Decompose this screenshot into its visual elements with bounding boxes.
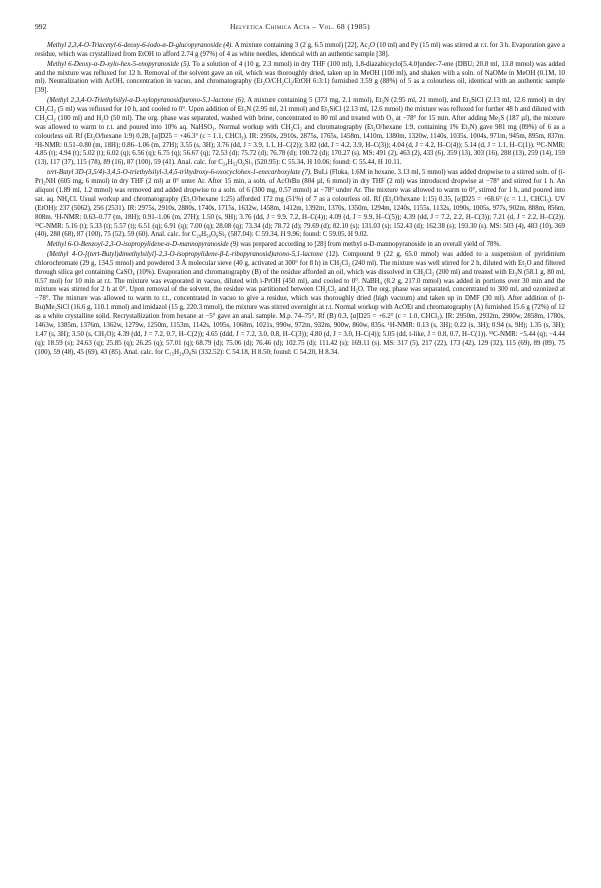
paragraph-compound-12 [35,251,565,358]
paragraph-compound-9 [35,241,565,250]
paragraph-compound-4 [35,42,565,60]
compound-7-title: tert-Butyl 3D-(3,5/4)-3,4,5-O-triethylsilyl-3,4,5-trihydroxy-6-oxocyclohex-1-enecarboxylate (7). [47,169,312,177]
paragraph-compound-5 [35,61,565,97]
paragraph-compound-7 [35,169,565,240]
compound-4-text: A mixture containing 3 (2 g, 6.5 mmol) [22], Ac₂O (10 ml) and Py (15 ml) was stirred at r.t. for 3 h. Evaporation gave a residue, which was crystallized from EtOH to afford 2.74 g (97%) of 4 as white needles, identical with an authentic sample [38]. [35,42,565,58]
running-header [35,22,565,36]
compound-6-title: (Methyl 2,3,4-O-Triethylsilyl-α-D-xylopyranosid)urono-5,1-lactone (6). [47,97,246,105]
journal-title: Helvetica Chimica Acta – Vol. 68 (1985) [229,22,371,31]
compound-5-text: To a solution of 4 (10 g, 2.3 mmol) in dry THF (100 ml), 1,8-diazabicyclo[5.4.0]undec-7-ene (DBU; 20.8 ml, 13.8 mmol) was added and the mixture was refluxed for 12 h. Removal of the solvent gave an oil, which was thoroughly dried, taken up in MeOH (100 ml), and shaken with a soln. of NaOMe in MeOH (0.1M, 10 ml). Neutralization with AcOH, concentration in vacuo, and chromatography (Et₂O/CH₂Cl₂/EtOH 6:3:1) furnished 3.59 g (88%) of 5 as a colourless oil, identical with an authentic sample [39]. [35,60,566,95]
compound-12-text: (12). Compound 9 (22 g, 65.0 mmol) was added to a suspension of pyridinium chlorochromate (29 g, 134.5 mmol) and powdered 3 Å molecular sieve (40 g, activated at 300° for 8 h) in CH₂Cl₂ (240 ml). The mixture was well stirred for 2 h, diluted with Et₂O and filtered through silica gel containing CaSO₄ (10%). Evaporation and chromatography (B) of the residue afforded an oil, which was dissolved in CH₂Cl₂ (200 ml) and treated with Et₃N (58.1 g, 80 ml, 0.57 mol) for 10 min at r.t. The mixture was evaporated in vacuo, diluted with i-PrOH (450 ml), and cooled to 0°. NaBH₄ (8.2 g, 217.0 mmol) was added in portions over 30 min and the mixture was stirred for 2 h at 0°. Upon removal of the solvent, the residue was partitioned between CH₂Cl₂ and H₂O. The org. phase was separated, concentrated to 300 ml, and ozonized at −78°. The mixture was allowed to warm to r.t., concentrated in vacuo to give a residue, which was thoroughly dried (high vacuum) and taken up in DMF (30 ml). After addition of (t-Bu)Me₂SiCl (16.6 g, 110.1 mmol) and imidazol (15 g, 220.3 mmol), the mixture was stirred overnight at r.t. Normal workup with AcOEt and chromatography (A) furnished 15.6 g (72%) of 12 as a white crystalline solid. Recrystallization from hexane at −5° gave an anal. sample. M.p. 74–75°, Rf (B) 0.3, [α]D25 = +6.2° (c = 1.0, CHCl₃). IR: 2950m, 2932m, 2900w, 2858m, 1780s, 1463w, 1385m, 1376m, 1362w, 1279w, 1250m, 1153m, 1142s, 1095s, 1068m, 1021s, 990w, 972m, 932m, 900w, 860w, 835s. ¹H-NMR: 0.13 (s, 3H); 0.22 (s, 3H); 0.94 (s, 9H); 1.35 (s, 3H); 1.47 (s, 3H); 3.50 (s, CH₃O); 4.39 (dd, J = 7.2, 0.7, H–C(2)); 4.65 (ddd, J = 7.2, 3.0, 0.8, H–C(3)); 4.80 (d, J = 3.0, H–C(4)); 5.05 (dd, t-like, J = 0.8, 0.7, H–C(1)). ¹³C-NMR: −5.44 (q); −4.44 (q); 18.59 (s); 24.63 (q); 25.85 (q); 26.25 (q); 57.01 (q); 68.79 (d); 75.06 (d); 76.46 (d); 102.75 (d); 111.42 (s); 169.11 (s). MS: 317 (5), 217 (22), 173 (42), 129 (32), 115 (69), 89 (89), 75 (100), 59 (48), 45 (69), 43 (85). Anal. calc. for C₁₅H₂₈O₆Si (332.52): C 54.18, H 8.50; found: C 54.20, H 8.34. [35,250,565,356]
compound-9-title: Methyl 6-O-Benzoyl-2,3-O-isopropylidene-α-D-mannopyranoside (9) [47,241,239,249]
paragraph-compound-6 [35,97,565,168]
journal-page [35,22,565,359]
compound-4-title: Methyl 2,3,4-O-Triacetyl-6-deoxy-6-iodo-α-D-glucopyranoside (4). [47,42,234,49]
page-number: 992 [35,22,47,31]
compound-6-text: A mixture containing 5 (373 mg, 2.1 mmol), Et₃N (2.95 ml, 21 mmol), and Et₃SiCl (2.13 ml, 12.6 mmol) in dry CH₂Cl₂ (5 ml) was refluxed for 10 h, and cooled to 0°. Upon addition of Et₃N (2.95 ml, 21 mmol) and Et₃SiCl (2.13 ml, 12.6 mmol) the mixture was refluxed for further 48 h and diluted with CH₂Cl₂ (100 ml) and H₂O (50 ml). The org. phase was separated, washed with brine, concentrated to 80 ml and treated with O₃ at −78° for 15 min. After adding Me₂S (187 µl), the mixture was allowed to warm to r.t. and poured into 10% aq. NaHSO₃. Normal workup with CH₂Cl₂ and chromatography (Et₂O/hexane 1:9, containing 1% Et₃N) gave 981 mg (89%) of 6 as a colourless oil. Rf (Et₂O/hexane 1:9) 0.28, [α]D25 = +46.3° (c = 1.1, CHCl₃). IR: 2950s, 2910s, 2875s, 1765s, 1458m, 1410m, 1380m, 1320w, 1140s, 1035s, 1004s, 971m, 945m, 895m, 837m. ¹H-NMR: 0.51–0.80 (m, 18H); 0.86–1.06 (m, 27H); 3.55 (s, 3H); 3.76 (dd, J = 3.9, 1.1, H–C(2)); 3.82 (dd, J = 4.2, 3.9, H–C(3)); 4.04 (d, J = 4.2, H–C(4)); 5.14 (d, J = 1.1, H–C(1)). ¹³C-NMR: 4.85 (t); 4.94 (t); 5.02 (t); 6.02 (q); 6.56 (q); 6.75 (q); 56.67 (q); 72.53 (d); 75.72 (d); 76.78 (d); 100.72 (d); 170.27 (s). MS: 491 (2), 463 (2), 433 (6), 359 (13), 303 (16), 288 (13), 259 (14), 159 (13), 117 (37), 115 (78), 89 (16), 87 (100), 59 (41). Anal. calc. for C₂₄H₅₂O₆Si₃ (520.95): C 55.34, H 10.06; found: C 55.44, H 10.11. [35,97,565,167]
compound-9-text: was prepared according to [28] from methyl α-D-mannopyranoside in an overall yield of 78%. [238,241,501,249]
compound-12-title: (Methyl 4-O-[(tert-Butyl)dimethylsilyl]-2,3-O-isopropylidene-β-L-ribopyranosid)urono-5,1-lactone [47,250,323,258]
compound-7-text: BuLi (Fluka, 1.6M in hexane, 3.13 ml, 5 mmol) was added dropwise to a stirred soln. of (i-Pr)₂NH (605 mg, 6 mmol) in dry THF (2 ml) at 0° unter Ar. After 15 min, a soln. of AcOrBu (804 µl, 6 mmol) in dry THF (2 ml) was introduced dropwise at −78° and stirred for 1 h. An aliquot (1.89 ml, 1.2 mmol) was removed and added dropwise to a soln. of 6 (300 mg, 0.57 mmol) at −78° under Ar. The mixture was allowed to warm to 0°, stirred for 1 h, and poured into sat. aq. NH₄Cl. Usual workup and chromatography (Et₂O/hexane 1:25) afforded 172 mg (51%) of 7 as a colourless oil. Rf (Et₂O/hexane 1:15) 0.35, [α]D25 = +68.6° (c = 1.1, CHCl₃). UV (EtOH): 237 (5062), 256 (2531). IR: 2975s, 2910s, 2880s, 1740s, 1715s, 1632w, 1458m, 1412m, 1392m, 1370s, 1350m, 1294m, 1240s, 1155s, 1132s, 1090s, 1005s, 977s, 902m, 888m, 856m, 808m. ¹H-NMR: 0.63–0.77 (m, 18H); 0.91–1.06 (m, 27H); 1.50 (s, 9H); 3.76 (dd, J = 9.9, 7.2, H–C(4)); 4.09 (d, J = 9.9, H–C(5)); 4.39 (dd, J = 7.2, 2.2, H–C(3)); 7.21 (d, J = 2.2, H–C(2)). ¹³C-NMR: 5.16 (t); 5.33 (t); 5.57 (t); 6.51 (q); 6.91 (q); 7.00 (q); 28.08 (q); 73.34 (d); 78.72 (d); 79.69 (d); 82.10 (s); 131.03 (s); 152.43 (d); 162.38 (s); 193.30 (s). MS: 503 (4), 483 (10), 369 (40), 288 (68), 87 (100), 75 (52), 59 (60). Anal. calc. for C₂₉H₅₈O₆Si₃ (587.04): C 59.34, H 9.96; found: C 59.05, H 9.02. [35,169,566,239]
compound-5-title: Methyl 6-Deoxy-α-D-xylo-hex-5-enopyranoside (5). [47,60,191,68]
experimental-section [35,42,565,358]
